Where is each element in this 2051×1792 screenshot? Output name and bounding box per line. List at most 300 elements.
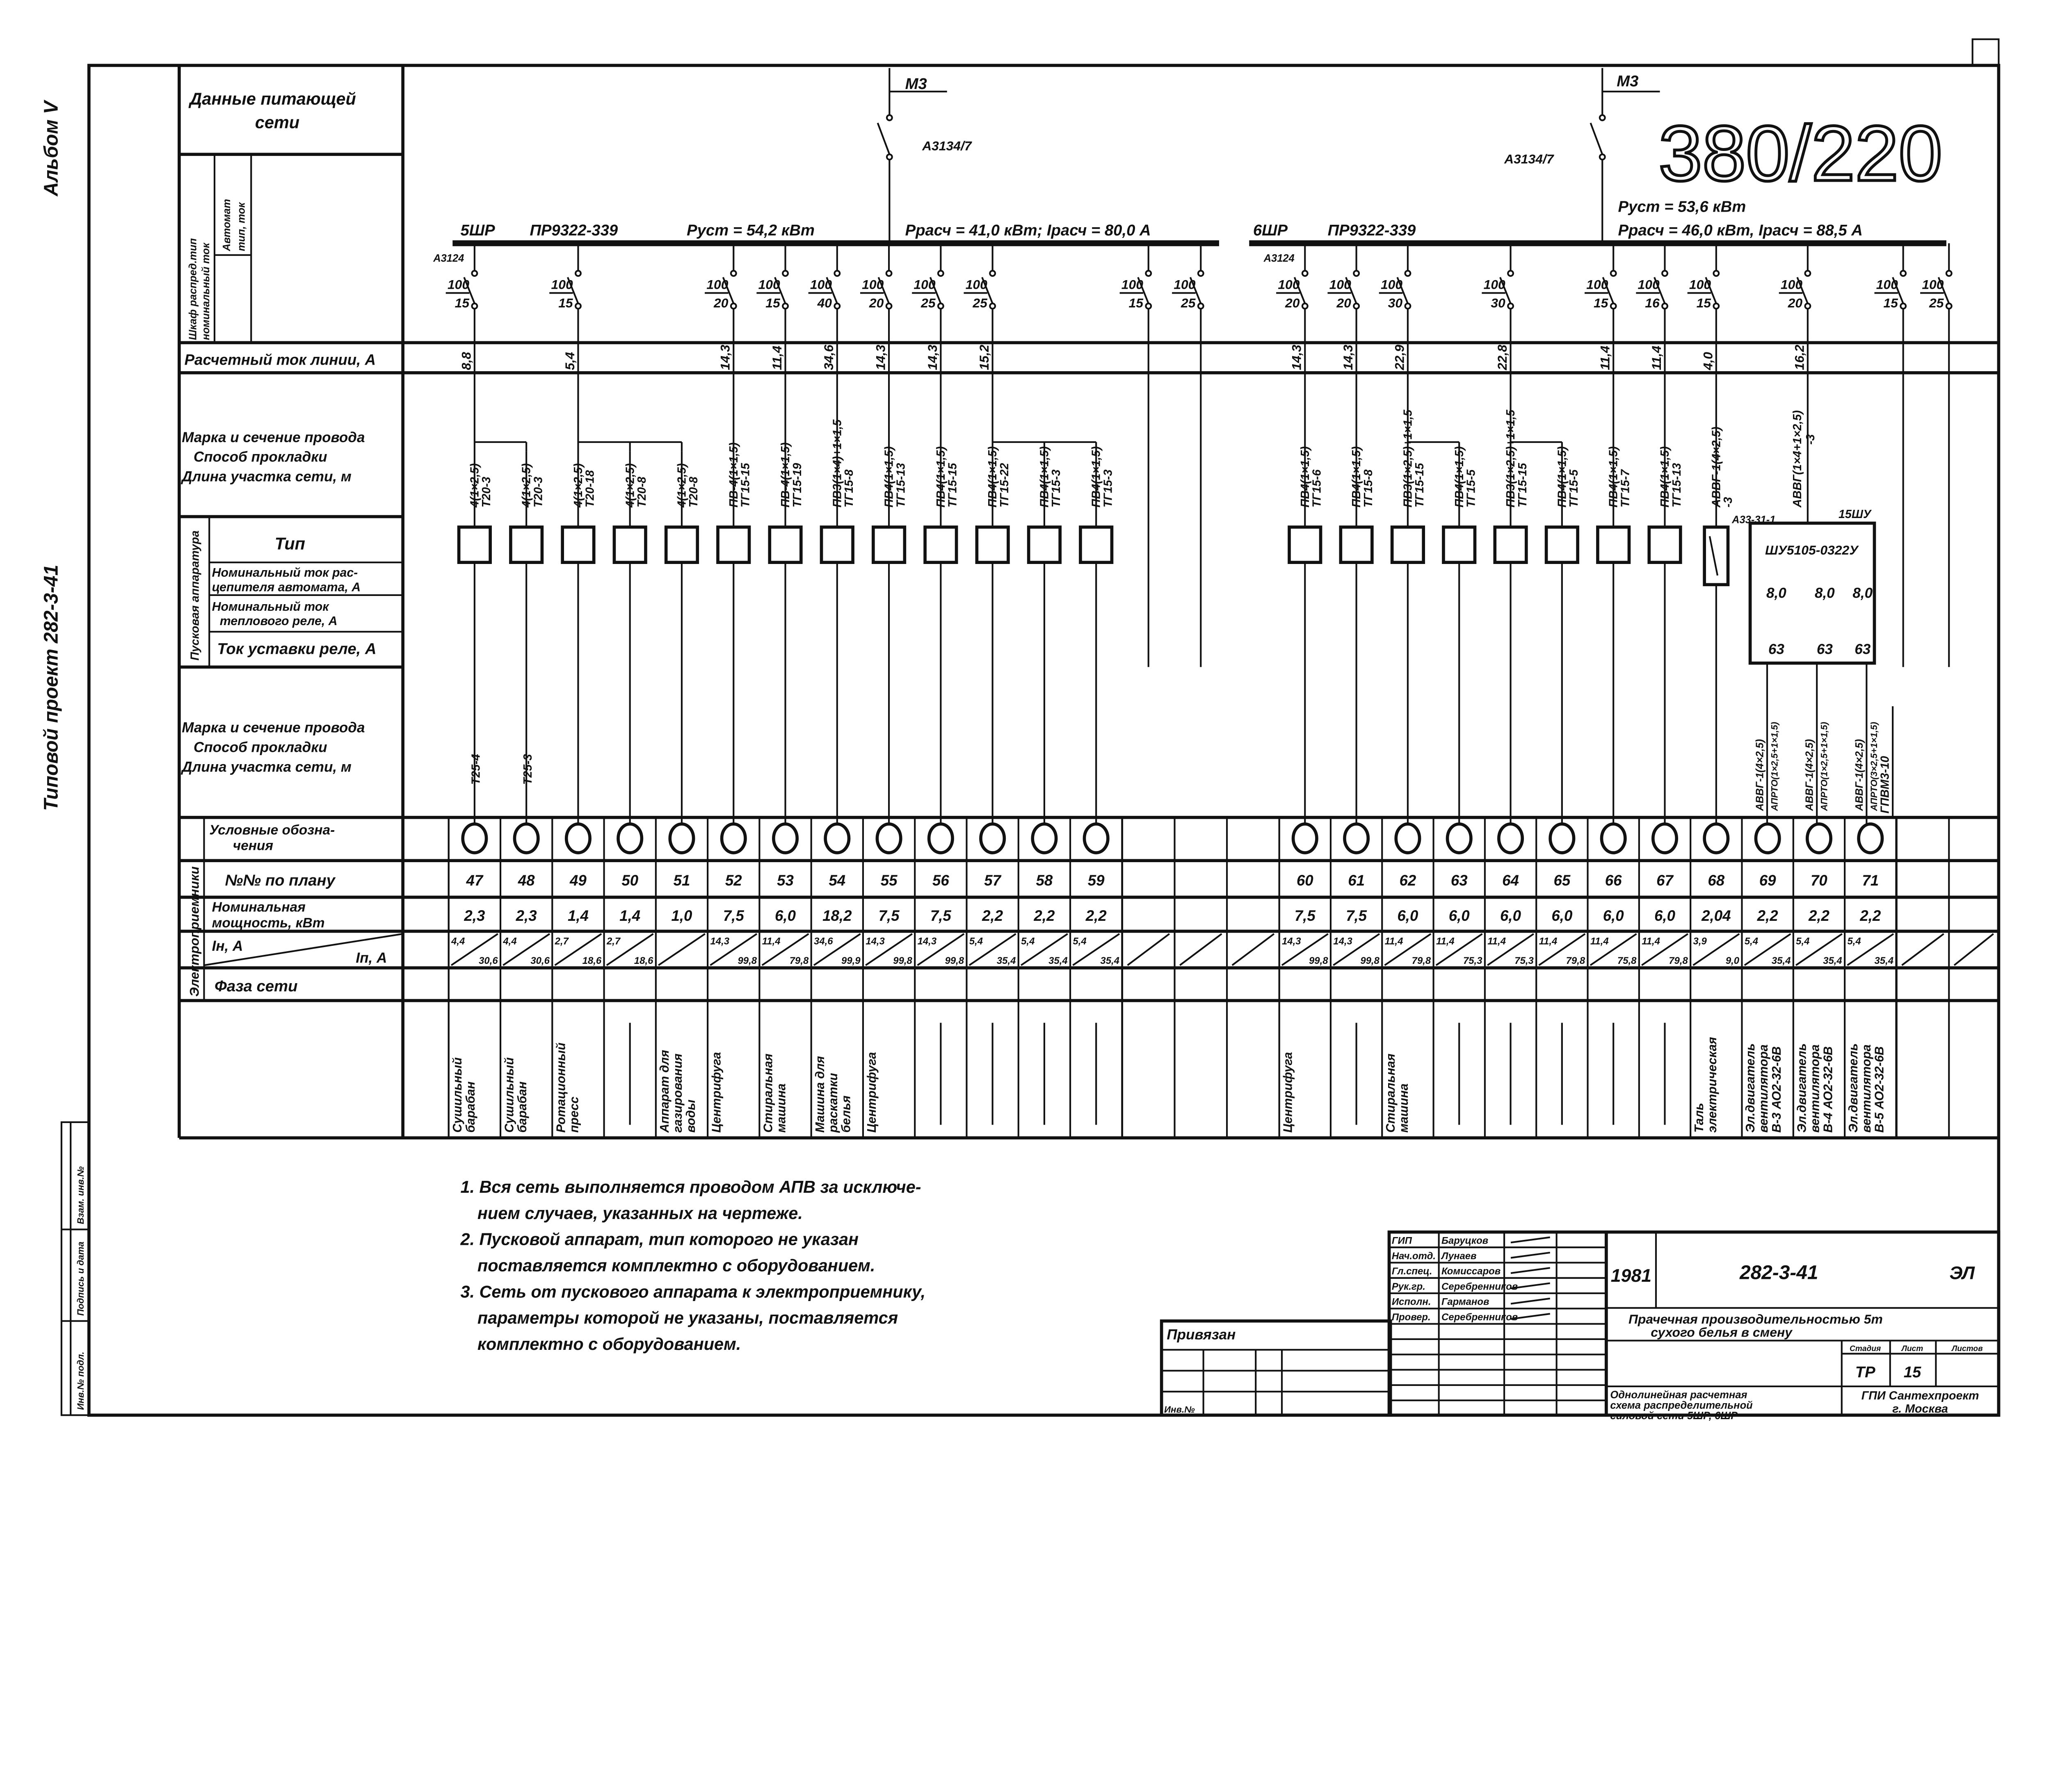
switch-blade-icon: [1591, 123, 1603, 155]
wire3-spec: АПРТО(3×2,5+1×1,5): [1868, 721, 1879, 811]
length-label: Длина участка сети, м: [182, 759, 352, 775]
plan-number: 64: [1502, 872, 1519, 889]
breaker-contact-icon: [938, 304, 943, 309]
receiver-name: Стиральная: [1384, 1053, 1398, 1133]
wire-route: ТГ15-15: [1516, 463, 1529, 508]
relay-current: 8,0: [1852, 585, 1873, 601]
breaker-rating-den: 25: [1929, 295, 1944, 310]
wire-spec: ПВ-4(1×1,5): [727, 442, 740, 508]
breaker-type: А3124: [1263, 252, 1295, 264]
breaker-rating-num: 100: [1922, 277, 1944, 292]
starting-current: 75,8: [1617, 955, 1637, 967]
motor-symbol-icon: [1601, 824, 1625, 853]
rated-power: 2,2: [982, 907, 1003, 924]
rated-power: 6,0: [1551, 907, 1573, 924]
starting-current: 35,4: [1100, 955, 1119, 967]
breaker-rating-den: 20: [714, 295, 729, 310]
wire-spec: 4(1×2,5): [520, 463, 533, 508]
stamp-text: Инв.№ подл.: [75, 1351, 86, 1410]
ip-label: Iп, А: [356, 950, 387, 966]
motor-symbol-icon: [1499, 824, 1522, 853]
breaker-rating-den: 30: [1491, 295, 1505, 310]
wire-spec: 4(1×2,5): [624, 463, 637, 508]
relay-current-label: Номинальный ток: [212, 600, 329, 614]
rated-power: 2,04: [1702, 907, 1731, 924]
breaker-rating-den: 15: [1128, 295, 1143, 310]
year: 1981: [1610, 1265, 1652, 1286]
receiver-name: В-3 АО2-32-6В: [1770, 1046, 1784, 1133]
rated-current: 3,9: [1693, 936, 1707, 947]
rated-power: 7,5: [723, 907, 744, 924]
breaker-contact-icon: [886, 304, 892, 309]
breaker-contact-icon: [576, 271, 581, 276]
rated-power: 6,0: [1448, 907, 1470, 924]
plan-number: 63: [1450, 872, 1468, 889]
wire-spec: ПВ-4(1×1,5): [779, 442, 793, 508]
wire-route: ТГ15-15: [1413, 463, 1427, 508]
wire-spec: ПВ4(1×1,5): [1350, 446, 1364, 508]
staff-name: Комиссаров: [1441, 1266, 1501, 1277]
receiver-name: Сушильный: [450, 1057, 464, 1133]
magnetic-starter-box: [1495, 527, 1526, 562]
breaker-contact-icon: [1198, 304, 1204, 309]
rated-current: 4,4: [451, 936, 465, 947]
magnetic-starter-box: [1289, 527, 1321, 562]
staff-role: Нач.отд.: [1391, 1250, 1436, 1262]
breaker-contact-icon: [1508, 271, 1513, 276]
wire-route: -3: [1804, 434, 1817, 445]
receiver-name: электрическая: [1705, 1037, 1719, 1133]
sheet-header: Лист: [1901, 1344, 1923, 1353]
wire-route: -3: [1722, 497, 1735, 508]
receiver-column-58: [993, 442, 1068, 1125]
breaker-contact-icon: [783, 271, 788, 276]
breaker-contact-icon: [1405, 304, 1411, 309]
wire2-spec: Т25-3: [521, 754, 534, 785]
in-label: Iн, А: [212, 938, 243, 954]
motor-symbol-icon: [929, 824, 952, 853]
rated-power: 7,5: [930, 907, 951, 924]
starter-group-label: Пусковая аппаратура: [188, 530, 202, 661]
breaker-rating-num: 100: [914, 277, 936, 292]
breaker-contact-icon: [1713, 304, 1719, 309]
plan-number: 50: [621, 872, 639, 889]
motor-symbol-icon: [722, 824, 745, 853]
plan-number: 58: [1036, 872, 1053, 889]
wire-route: ТГ15-5: [1464, 469, 1478, 508]
note-line: 1. Вся сеть выполняется проводом АПВ за исключе-: [460, 1177, 921, 1197]
rated-current: 2,7: [606, 936, 621, 947]
staff-name: Серебренников: [1441, 1312, 1518, 1323]
rated-power: 1,4: [619, 907, 641, 924]
breaker-contact-icon: [1354, 304, 1359, 309]
motor-symbol-icon: [1756, 824, 1779, 853]
wire-route: ТГ15-7: [1619, 469, 1632, 508]
rated-current: 4,4: [503, 936, 517, 947]
motor-symbol-icon: [1448, 824, 1471, 853]
power-label: Номинальная: [212, 899, 306, 915]
rated-current: 14,3: [917, 936, 937, 947]
rated-current: 11,4: [1487, 936, 1506, 947]
feeder-line-label: М3: [1617, 72, 1639, 90]
plan-number: 47: [466, 872, 483, 889]
stamp-text: Взам. инв.№: [75, 1166, 86, 1224]
magnetic-starter-box: [1080, 527, 1112, 562]
row-labels: [179, 89, 403, 1000]
panel-name: 6ШР: [1253, 221, 1288, 239]
wire-label: Марка и сечение провода: [182, 719, 365, 736]
starting-current: 18,6: [634, 955, 653, 967]
receiver-name: Таль: [1692, 1103, 1706, 1133]
wire-route: ТГ15-8: [1361, 469, 1375, 508]
rated-power: 2,3: [516, 907, 537, 924]
magnetic-starter-box: [770, 527, 801, 562]
album-label: Альбом V: [40, 101, 62, 196]
motor-symbol-icon: [1293, 824, 1317, 853]
breaker-rating-den: 15: [1593, 295, 1608, 310]
motor-symbol-icon: [618, 824, 642, 853]
breaker-rating-den: 15: [558, 295, 573, 310]
rated-power: 6,0: [1603, 907, 1624, 924]
breaker-rating-den: 25: [1181, 295, 1196, 310]
cabinet-type: ШУ5105-0322У: [1765, 543, 1858, 558]
wire-route: ТГ15-13: [894, 463, 908, 508]
receiver-name: белья: [839, 1095, 853, 1133]
wire-route: ТГ15-3: [1101, 469, 1115, 508]
receivers-group-label: Электроприемники: [187, 866, 202, 997]
circuit-breaker: [1120, 243, 1151, 667]
starting-current: 35,4: [1874, 955, 1894, 967]
power-label: мощность, кВт: [212, 915, 325, 931]
breaker-rating-den: 30: [1388, 295, 1403, 310]
feeder-breaker-label: А3134/7: [922, 138, 972, 153]
magnetic-starter-box: [1341, 527, 1372, 562]
signature-mark: [1511, 1299, 1550, 1304]
receiver-column-50: [578, 442, 653, 1125]
relay-setting: 63: [1816, 641, 1833, 657]
motor-symbol-icon: [566, 824, 590, 853]
inventory-label: Инв.№: [1164, 1404, 1195, 1415]
wire-spec: ПВ4(1×1,5): [1089, 446, 1103, 508]
empty-cell-slash: [1232, 934, 1274, 966]
circuit-breaker: [1920, 243, 1952, 667]
magnetic-starter-box: [511, 527, 542, 562]
plan-number: 61: [1348, 872, 1365, 889]
starting-current: 35,4: [1823, 955, 1842, 967]
plan-number: 51: [673, 872, 690, 889]
plan-number: 69: [1759, 872, 1776, 889]
magnetic-starter-box: [1443, 527, 1475, 562]
magnetic-starter-box: [614, 527, 646, 562]
wire-spec: ПВ3(1×2,5)+1×1,5: [1504, 409, 1518, 508]
breaker-contact-icon: [834, 304, 840, 309]
object-title: Прачечная производительностью 5т: [1628, 1312, 1883, 1327]
breaker-type: А3124: [433, 252, 464, 264]
breaker-contact-icon: [1946, 271, 1952, 276]
receiver-name: Эл.двигатель: [1795, 1043, 1809, 1133]
panel-label: Шкаф распред.тип: [187, 238, 199, 340]
calculated-load: Ррасч = 46,0 кВт, Iрасч = 88,5 А: [1618, 221, 1863, 239]
circuit-breaker: [1874, 243, 1906, 667]
breaker-contact-icon: [834, 271, 840, 276]
wire-route: Т20-8: [687, 477, 701, 508]
breaker-contact-icon: [1354, 271, 1359, 276]
plan-number: 49: [570, 872, 587, 889]
breaker-contact-icon: [1611, 271, 1616, 276]
plan-number: 70: [1811, 872, 1827, 889]
wire-route: ТГ15-19: [790, 463, 804, 508]
rated-power: 2,3: [464, 907, 485, 924]
motor-symbol-icon: [1807, 824, 1831, 853]
wire-spec: ПВ4(1×1,5): [1607, 446, 1620, 508]
rated-power: 2,2: [1757, 907, 1778, 924]
breaker-label: Автомат: [221, 199, 233, 251]
laying-label: Способ прокладки: [193, 449, 327, 465]
rated-power: 2,2: [1034, 907, 1055, 924]
breaker-contact-icon: [1302, 304, 1308, 309]
receiver-column-48: [475, 442, 550, 1133]
relay-current-label: теплового реле, А: [219, 614, 338, 628]
motor-symbol-icon: [514, 824, 538, 853]
sheet-corner-box: [1973, 39, 1999, 66]
magnetic-starter-box: [459, 527, 491, 562]
laying-label: Способ прокладки: [193, 739, 327, 756]
wire2-spec: АВВГ-1(4×2,5): [1754, 739, 1766, 811]
panel-label: номинальный ток: [200, 243, 212, 340]
receiver-name: Эл.двигатель: [1846, 1043, 1860, 1133]
empty-cell-slash: [1902, 934, 1944, 966]
wire2-spec: ГПВМ3-10: [1878, 756, 1892, 814]
relay-current: 8,0: [1814, 585, 1835, 601]
breaker-contact-icon: [1405, 271, 1411, 276]
calc-current-value: 22,9: [1392, 345, 1407, 370]
supply-label: сети: [255, 112, 300, 132]
receiver-name: Эл.двигатель: [1744, 1043, 1758, 1133]
title-block: [1162, 1232, 1999, 1422]
calc-current-value: 14,3: [873, 345, 888, 370]
starting-current: 99,8: [1360, 955, 1380, 967]
plan-number: 56: [932, 872, 949, 889]
relay-setting: 63: [1768, 641, 1784, 657]
breaker-rating-num: 100: [1780, 277, 1803, 292]
starting-current: 99,8: [893, 955, 912, 967]
symbols-label: чения: [233, 838, 274, 854]
breaker-rating-den: 15: [1883, 295, 1898, 310]
wire-spec: ПВ4(1×1,5): [882, 446, 896, 508]
breaker-rating-den: 15: [765, 295, 780, 310]
breaker-rating-num: 100: [1380, 277, 1403, 292]
note-line: комплектно с оборудованием.: [477, 1334, 741, 1354]
plan-number: 55: [880, 872, 898, 889]
magnetic-starter-box: [718, 527, 749, 562]
starting-current: 79,8: [1669, 955, 1688, 967]
rated-current: 14,3: [1333, 936, 1352, 947]
rated-current: 5,4: [1021, 936, 1035, 947]
stamp-text: Подпись и дата: [75, 1242, 86, 1316]
breaker-contact-icon: [1713, 271, 1719, 276]
breaker-contact-icon: [576, 304, 581, 309]
breaker-contact-icon: [1946, 304, 1952, 309]
rated-power: 7,5: [1294, 907, 1316, 924]
breaker-contact-icon: [1805, 271, 1810, 276]
wire-route: Т20-3: [480, 477, 493, 508]
receiver-column-65: [1511, 442, 1585, 1125]
relay-current: 8,0: [1766, 585, 1786, 601]
wire3-spec: АПРТО(1×2,5+1×1,5): [1769, 721, 1780, 811]
stage-header: Стадия: [1850, 1344, 1881, 1353]
breaker-contact-icon: [1662, 271, 1667, 276]
wire-route: ТГ15-3: [1050, 469, 1063, 508]
plan-number: 71: [1862, 872, 1879, 889]
breaker-contact-icon: [1805, 304, 1810, 309]
breaker-contact-icon: [1900, 271, 1906, 276]
rated-power: 1,0: [671, 907, 692, 924]
calc-current-value: 14,3: [1289, 345, 1304, 370]
breaker-rating-den: 20: [1285, 295, 1300, 310]
rated-power: 1,4: [567, 907, 589, 924]
switch-contact-icon: [1600, 154, 1605, 160]
rated-power: 2,2: [1860, 907, 1881, 924]
wire-spec: ПВ4(1×1,5): [986, 446, 1000, 508]
wire-spec: ПВ4(1×1,5): [1658, 446, 1672, 508]
breaker-rating-den: 15: [455, 295, 470, 310]
magnetic-starter-box: [1392, 527, 1424, 562]
wire2-spec: Т25-4: [469, 754, 483, 785]
receiver-name: В-4 АО2-32-6В: [1821, 1046, 1835, 1133]
magnetic-starter-box: [925, 527, 957, 562]
wire2-spec: АВВГ-1(4×2,5): [1853, 739, 1865, 811]
wire-spec: ПВ3(1×2,5)+1×1,5: [1401, 409, 1415, 508]
magnetic-starter-box: [822, 527, 853, 562]
panel-type: ПР9322-339: [1327, 221, 1416, 239]
receiver-name: Стиральная: [761, 1053, 775, 1133]
plan-number-label: №№ по плану: [225, 871, 335, 889]
signature-mark: [1511, 1237, 1550, 1243]
switch-contact-icon: [887, 154, 892, 160]
breaker-contact-icon: [886, 271, 892, 276]
breaker-contact-icon: [731, 304, 736, 309]
wire-spec: 4(1×2,5): [675, 463, 689, 508]
breaker-rating-num: 100: [1329, 277, 1351, 292]
relay-setting-label: Ток уставки реле, А: [217, 640, 377, 658]
rated-current: 5,4: [1796, 936, 1810, 947]
wire-route: Т20-18: [583, 470, 597, 508]
switch-contact-icon: [1600, 115, 1605, 121]
switch-blade-icon: [1710, 536, 1718, 575]
feeder-breaker-label: А3134/7: [1504, 151, 1554, 167]
staff-role: Рук.гр.: [1391, 1281, 1425, 1292]
breaker-rating-den: 25: [973, 295, 987, 310]
motor-symbol-icon: [1032, 824, 1056, 853]
calc-current-value: 11,4: [1649, 345, 1664, 370]
switch-contact-icon: [887, 115, 892, 121]
receiver-column-59: [1044, 442, 1119, 1125]
breaker-rating-num: 100: [1689, 277, 1711, 292]
breaker-rating-den: 16: [1645, 295, 1660, 310]
receiver-column-70: [1795, 824, 1842, 1133]
receiver-name: пресс: [567, 1096, 581, 1133]
starting-current: 30,6: [530, 955, 550, 967]
rated-current: 11,4: [1590, 936, 1609, 947]
breaker-rating-num: 100: [1586, 277, 1608, 292]
starting-current: 75,3: [1463, 955, 1482, 967]
starting-current: 35,4: [1771, 955, 1791, 967]
breaker-contact-icon: [1900, 304, 1906, 309]
plan-number: 62: [1399, 872, 1416, 889]
magnetic-starter-box: [873, 527, 905, 562]
breaker-rating-den: 20: [1788, 295, 1803, 310]
calculated-load: Ррасч = 41,0 кВт; Iрасч = 80,0 А: [905, 221, 1151, 239]
wire3-spec: АПРТО(1×2,5+1×1,5): [1819, 721, 1829, 811]
breaker-contact-icon: [1662, 304, 1667, 309]
rated-current: 5,4: [1847, 936, 1861, 947]
wire-spec: 4(1×2,5): [571, 463, 585, 508]
wire-route: ТГ15-8: [843, 469, 856, 508]
receiver-column-69: [1744, 824, 1791, 1133]
rated-current: 34,6: [814, 936, 833, 947]
starter-switch-box: [1704, 527, 1728, 584]
calc-current-value: 34,6: [821, 345, 836, 370]
calc-current-value: 11,4: [1597, 345, 1612, 370]
receiver-name: вентилятора: [1808, 1044, 1822, 1133]
receiver-column-51: [630, 442, 705, 1133]
rated-current: 5,4: [1744, 936, 1759, 947]
drawing-title: силовой сети 5ШР, 6ШР: [1610, 1410, 1738, 1422]
motor-symbol-icon: [1396, 824, 1419, 853]
rated-power: 7,5: [878, 907, 900, 924]
receiver-column-71: [1847, 824, 1893, 1133]
receiver-name: Центрифуга: [1281, 1052, 1295, 1133]
motor-symbol-icon: [1859, 824, 1882, 853]
wire2-spec: АВВГ-1(4×2,5): [1804, 739, 1816, 811]
breaker-contact-icon: [990, 271, 995, 276]
breaker-rating-num: 100: [1876, 277, 1898, 292]
plan-number: 66: [1605, 872, 1622, 889]
breaker-contact-icon: [1508, 304, 1513, 309]
breaker-rating-num: 100: [1278, 277, 1300, 292]
symbols-label: Условные обозна-: [209, 822, 335, 838]
magnetic-starter-box: [977, 527, 1008, 562]
receiver-name: В-5 АО2-32-6В: [1873, 1046, 1887, 1133]
city: г. Москва: [1892, 1402, 1948, 1415]
receiver-name: Центрифуга: [865, 1052, 879, 1133]
motor-symbol-icon: [981, 824, 1004, 853]
rated-power: 6,0: [1397, 907, 1418, 924]
breaker-current-label: цепителя автомата, А: [212, 580, 361, 594]
calc-current-value: 11,4: [769, 345, 784, 370]
magnetic-starter-box: [666, 527, 698, 562]
rated-power: 6,0: [775, 907, 796, 924]
motor-symbol-icon: [1550, 824, 1574, 853]
wire-route: ТГ15-13: [1670, 463, 1683, 508]
plan-number: 67: [1656, 872, 1673, 889]
object-title: сухого белья в смену: [1651, 1324, 1792, 1340]
starting-current: 35,4: [996, 955, 1016, 967]
plan-number: 60: [1296, 872, 1313, 889]
receiver-name: Аппарат для: [658, 1050, 672, 1133]
calc-current-value: 8,8: [459, 352, 474, 370]
rated-current: 14,3: [1281, 936, 1301, 947]
magnetic-starter-box: [1598, 527, 1629, 562]
breaker-rating-num: 100: [810, 277, 832, 292]
breaker-rating-den: 15: [1696, 295, 1711, 310]
approval-stamp: [62, 1122, 89, 1415]
breaker-contact-icon: [1302, 271, 1308, 276]
receiver-name: барабан: [516, 1081, 530, 1133]
calc-current-value: 5,4: [562, 352, 577, 370]
rated-current: 14,3: [866, 936, 885, 947]
rated-power: 7,5: [1346, 907, 1367, 924]
